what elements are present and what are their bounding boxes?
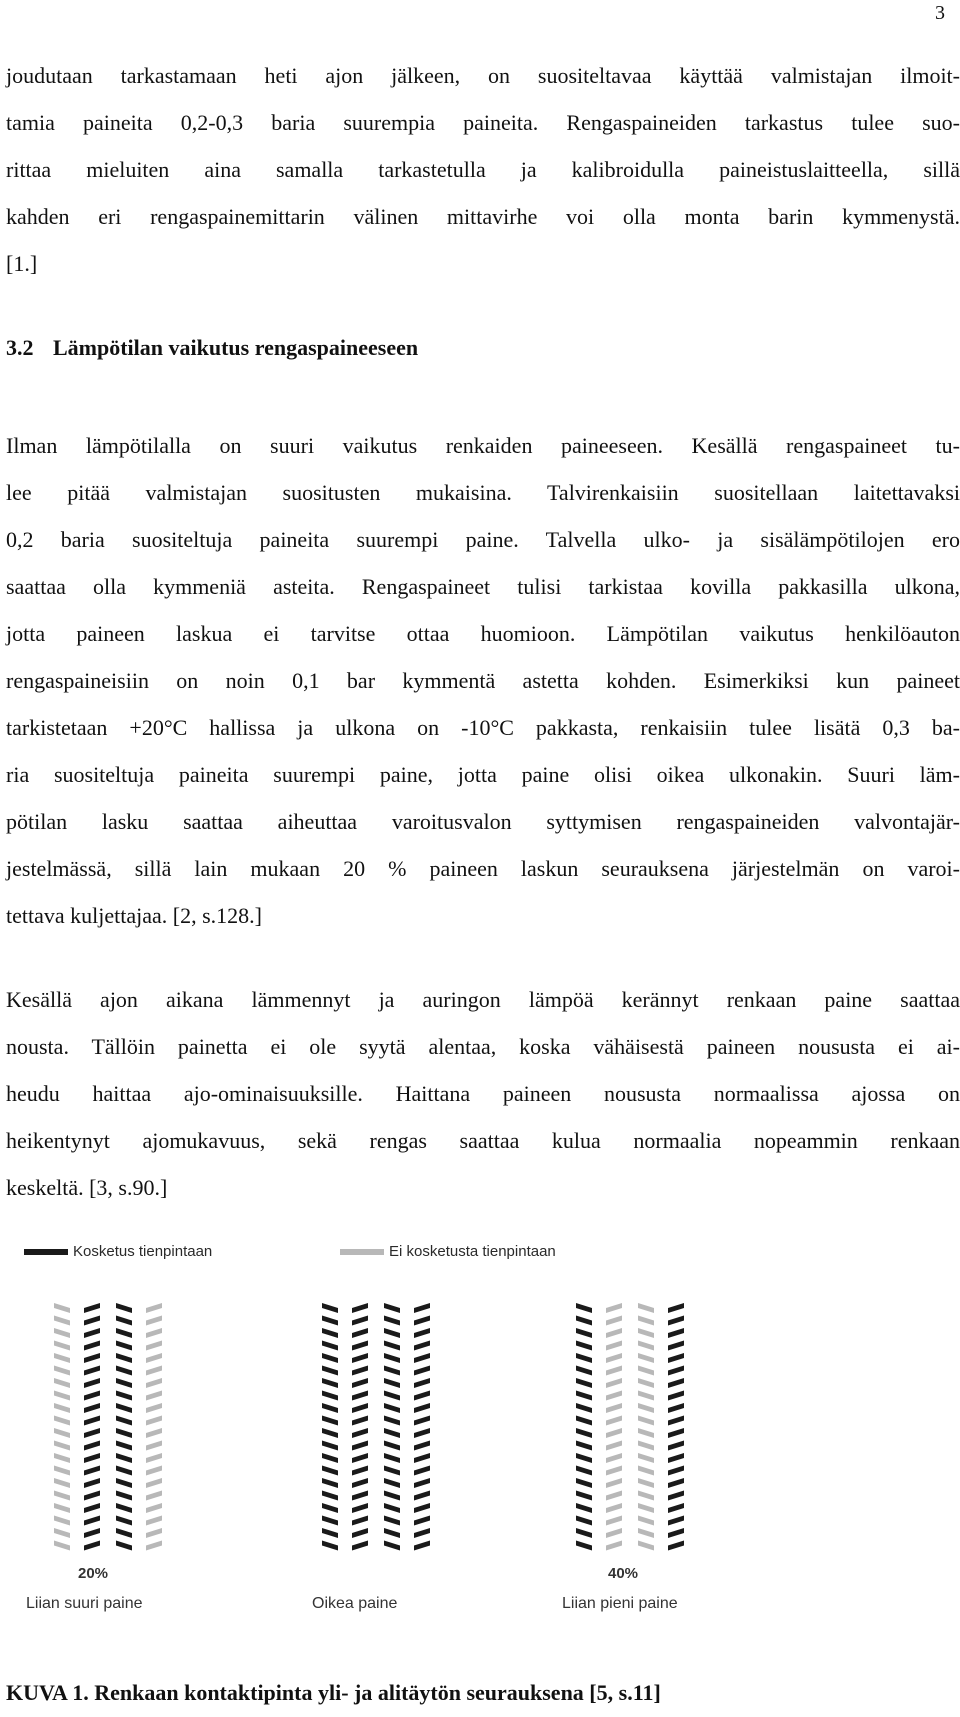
- tread-block: [54, 1528, 70, 1538]
- section-title: Lämpötilan vaikutus rengaspaineeseen: [53, 335, 419, 360]
- tread-block: [116, 1403, 132, 1413]
- tread-block: [352, 1391, 368, 1401]
- tread-block: [414, 1466, 430, 1476]
- tread-block: [84, 1466, 100, 1476]
- tread-block: [322, 1403, 338, 1413]
- tread-block: [84, 1353, 100, 1363]
- tread-block: [668, 1528, 684, 1538]
- tread-block: [352, 1341, 368, 1351]
- tread-block: [384, 1503, 400, 1513]
- tread-block: [414, 1428, 430, 1438]
- tyre-percent-overinflated: 20%: [78, 1565, 109, 1582]
- tread-block: [384, 1528, 400, 1538]
- tread-block: [576, 1528, 592, 1538]
- tread-block: [414, 1516, 430, 1526]
- tread-block: [414, 1391, 430, 1401]
- paragraph-line: heikentynyt ajomukavuus, sekä rengas saattaa kulua normaalia nopeammin renkaan: [6, 1128, 960, 1153]
- tread-block: [84, 1503, 100, 1513]
- tyre-label-correct: Oikea paine: [312, 1595, 398, 1612]
- tread-block: [116, 1453, 132, 1463]
- tyre-contact-figure: [0, 1235, 760, 1665]
- legend-contact: [24, 1243, 212, 1260]
- tread-block: [146, 1491, 162, 1501]
- tread-block: [352, 1528, 368, 1538]
- paragraph-line: Ilman lämpötilalla on suuri vaikutus renkaiden paineeseen. Kesällä rengaspaineet tu-: [6, 433, 960, 458]
- tread-block: [352, 1503, 368, 1513]
- tread-block: [638, 1328, 654, 1338]
- tread-block: [638, 1316, 654, 1326]
- tread-block: [384, 1541, 400, 1551]
- paragraph-line: rengaspaineisiin on noin 0,1 bar kymmentä astetta kohden. Esimerkiksi kun paineet: [6, 668, 960, 693]
- tread-block: [116, 1541, 132, 1551]
- tread-block: [322, 1453, 338, 1463]
- tread-block: [322, 1503, 338, 1513]
- tread-block: [54, 1316, 70, 1326]
- tread-block: [668, 1516, 684, 1526]
- tread-block: [146, 1391, 162, 1401]
- tread-block: [638, 1303, 654, 1313]
- tread-block: [84, 1528, 100, 1538]
- tread-block: [668, 1453, 684, 1463]
- paragraph-line: tamia paineita 0,2-0,3 baria suurempia paineita. Rengaspaineiden tarkastus tulee suo-: [6, 110, 960, 135]
- tread-block: [576, 1378, 592, 1388]
- tread-block: [54, 1378, 70, 1388]
- tread-block: [54, 1366, 70, 1376]
- tread-block: [116, 1491, 132, 1501]
- tread-block: [414, 1441, 430, 1451]
- tread-block: [322, 1466, 338, 1476]
- tyre-tread-overinflated: [44, 1297, 174, 1557]
- tread-block: [116, 1466, 132, 1476]
- tread-block: [576, 1466, 592, 1476]
- tread-block: [384, 1353, 400, 1363]
- paragraph-line: kahden eri rengaspainemittarin välinen mittavirhe voi olla monta barin kymmenystä.: [6, 204, 960, 229]
- tread-block: [322, 1528, 338, 1538]
- tread-block: [576, 1441, 592, 1451]
- paragraph-3: [6, 976, 960, 1211]
- tread-block: [322, 1541, 338, 1551]
- tread-block: [414, 1491, 430, 1501]
- tread-block: [606, 1478, 622, 1488]
- tread-block: [576, 1491, 592, 1501]
- tread-block: [146, 1441, 162, 1451]
- tread-block: [54, 1491, 70, 1501]
- tread-block: [84, 1491, 100, 1501]
- tread-block: [606, 1503, 622, 1513]
- paragraph-line: 0,2 baria suositeltuja paineita suurempi paine. Talvella ulko- ja sisälämpötilojen ero: [6, 527, 960, 552]
- paragraph-line: keskeltä. [3, s.90.]: [6, 1175, 168, 1200]
- tread-block: [606, 1541, 622, 1551]
- section-number: 3.2: [6, 335, 34, 360]
- tread-block: [146, 1316, 162, 1326]
- tread-block: [146, 1328, 162, 1338]
- tread-block: [84, 1303, 100, 1313]
- tread-block: [352, 1328, 368, 1338]
- paragraph-line: heudu haittaa ajo-ominaisuuksille. Haittana paineen noususta normaalissa ajossa on: [6, 1081, 960, 1106]
- tread-block: [146, 1528, 162, 1538]
- tread-block: [576, 1403, 592, 1413]
- legend-no-contact: [340, 1243, 556, 1260]
- tyre-label-overinflated: Liian suuri paine: [26, 1595, 143, 1612]
- tread-block: [638, 1428, 654, 1438]
- tread-block: [322, 1366, 338, 1376]
- tread-block: [352, 1466, 368, 1476]
- tread-block: [84, 1541, 100, 1551]
- section-heading: [6, 335, 418, 361]
- tyre-tread-underinflated: [566, 1297, 696, 1557]
- tread-block: [54, 1303, 70, 1313]
- tread-block: [84, 1378, 100, 1388]
- tread-block: [116, 1428, 132, 1438]
- tread-block: [606, 1328, 622, 1338]
- tread-block: [668, 1541, 684, 1551]
- tread-block: [668, 1441, 684, 1451]
- tread-block: [638, 1503, 654, 1513]
- tread-block: [146, 1403, 162, 1413]
- tread-block: [116, 1341, 132, 1351]
- tread-block: [54, 1478, 70, 1488]
- tread-block: [668, 1328, 684, 1338]
- tread-block: [352, 1491, 368, 1501]
- tread-block: [576, 1541, 592, 1551]
- tread-block: [414, 1316, 430, 1326]
- tyre-label-underinflated: Liian pieni paine: [562, 1595, 678, 1612]
- tread-block: [606, 1316, 622, 1326]
- tread-block: [606, 1391, 622, 1401]
- tread-block: [668, 1491, 684, 1501]
- tyre-percent-underinflated: 40%: [608, 1565, 639, 1582]
- tread-block: [606, 1441, 622, 1451]
- tread-block: [638, 1491, 654, 1501]
- tread-block: [322, 1516, 338, 1526]
- tread-block: [384, 1516, 400, 1526]
- paragraph-line: saattaa olla kymmeniä asteita. Rengaspaineet tulisi tarkistaa kovilla pakkasilla ulkona,: [6, 574, 960, 599]
- tread-block: [414, 1416, 430, 1426]
- tread-block: [384, 1428, 400, 1438]
- tread-block: [668, 1478, 684, 1488]
- paragraph-line: jestelmässä, sillä lain mukaan 20 % paineen laskun seurauksena järjestelmän on varoi-: [6, 856, 960, 881]
- tread-block: [84, 1428, 100, 1438]
- tread-block: [146, 1366, 162, 1376]
- tread-block: [384, 1366, 400, 1376]
- paragraph-line: lee pitää valmistajan suositusten mukaisina. Talvirenkaisiin suositellaan laitettavaksi: [6, 480, 960, 505]
- tread-block: [322, 1353, 338, 1363]
- tread-block: [84, 1391, 100, 1401]
- tread-block: [606, 1366, 622, 1376]
- tread-block: [322, 1316, 338, 1326]
- paragraph-line: jotta paineen laskua ei tarvitse ottaa huomioon. Lämpötilan vaikutus henkilöauton: [6, 621, 960, 646]
- tread-block: [384, 1378, 400, 1388]
- tread-block: [414, 1528, 430, 1538]
- tread-block: [352, 1516, 368, 1526]
- tread-block: [352, 1478, 368, 1488]
- figure-caption: KUVA 1. Renkaan kontaktipinta yli- ja alitäytön seurauksena [5, s.11]: [6, 1680, 661, 1705]
- tread-block: [384, 1416, 400, 1426]
- tread-block: [322, 1428, 338, 1438]
- tread-block: [606, 1516, 622, 1526]
- tread-block: [54, 1503, 70, 1513]
- tread-block: [54, 1353, 70, 1363]
- tread-block: [54, 1403, 70, 1413]
- page-number: 3: [935, 2, 945, 24]
- tread-block: [116, 1378, 132, 1388]
- tread-block: [352, 1303, 368, 1313]
- paragraph-line: tettava kuljettajaa. [2, s.128.]: [6, 903, 262, 928]
- tread-block: [576, 1428, 592, 1438]
- tread-block: [384, 1478, 400, 1488]
- tread-block: [84, 1328, 100, 1338]
- tread-block: [146, 1503, 162, 1513]
- tread-block: [414, 1341, 430, 1351]
- tread-block: [116, 1441, 132, 1451]
- paragraph-line: tarkistetaan +20°C hallissa ja ulkona on -10°C pakkasta, renkaisiin tulee lisätä 0,3 ba-: [6, 715, 960, 740]
- tread-block: [384, 1316, 400, 1326]
- paragraph-line: nousta. Tällöin painetta ei ole syytä alentaa, koska vähäisestä paineen noususta ei ai-: [6, 1034, 960, 1059]
- tread-block: [576, 1503, 592, 1513]
- tread-block: [384, 1403, 400, 1413]
- tread-block: [322, 1303, 338, 1313]
- paragraph-line: [1.]: [6, 251, 38, 276]
- tread-block: [322, 1416, 338, 1426]
- tread-block: [606, 1378, 622, 1388]
- paragraph-2: [6, 422, 960, 939]
- tread-block: [638, 1453, 654, 1463]
- tread-block: [146, 1516, 162, 1526]
- tread-block: [54, 1541, 70, 1551]
- tread-block: [352, 1316, 368, 1326]
- tread-block: [576, 1453, 592, 1463]
- tread-block: [146, 1341, 162, 1351]
- tread-block: [606, 1491, 622, 1501]
- tread-block: [414, 1541, 430, 1551]
- legend-swatch-contact: [24, 1249, 68, 1255]
- tread-block: [384, 1491, 400, 1501]
- tread-block: [84, 1403, 100, 1413]
- tread-block: [606, 1403, 622, 1413]
- tread-block: [54, 1341, 70, 1351]
- tread-block: [54, 1453, 70, 1463]
- tread-block: [352, 1378, 368, 1388]
- tread-block: [668, 1366, 684, 1376]
- tread-block: [414, 1403, 430, 1413]
- tread-block: [414, 1478, 430, 1488]
- tread-block: [322, 1491, 338, 1501]
- tread-block: [576, 1478, 592, 1488]
- tread-block: [116, 1528, 132, 1538]
- tread-block: [54, 1428, 70, 1438]
- tread-block: [322, 1341, 338, 1351]
- tread-block: [576, 1416, 592, 1426]
- tread-block: [146, 1428, 162, 1438]
- tread-block: [146, 1416, 162, 1426]
- tread-block: [668, 1303, 684, 1313]
- tread-block: [576, 1391, 592, 1401]
- tread-block: [576, 1328, 592, 1338]
- tread-block: [668, 1341, 684, 1351]
- tread-block: [606, 1416, 622, 1426]
- legend-label: Kosketus tienpintaan: [73, 1243, 213, 1260]
- tread-block: [146, 1453, 162, 1463]
- tread-block: [116, 1316, 132, 1326]
- tread-block: [576, 1303, 592, 1313]
- tread-block: [414, 1503, 430, 1513]
- tread-block: [606, 1303, 622, 1313]
- tread-block: [116, 1328, 132, 1338]
- tread-block: [414, 1303, 430, 1313]
- tread-block: [414, 1366, 430, 1376]
- tread-block: [668, 1316, 684, 1326]
- tread-block: [576, 1366, 592, 1376]
- tread-block: [668, 1353, 684, 1363]
- tread-block: [352, 1353, 368, 1363]
- tread-block: [146, 1303, 162, 1313]
- tread-block: [606, 1466, 622, 1476]
- tread-block: [146, 1478, 162, 1488]
- tread-block: [638, 1528, 654, 1538]
- tread-block: [668, 1403, 684, 1413]
- paragraph-line: Kesällä ajon aikana lämmennyt ja auringon lämpöä kerännyt renkaan paine saattaa: [6, 987, 960, 1012]
- tread-block: [322, 1391, 338, 1401]
- tread-block: [414, 1328, 430, 1338]
- tread-block: [322, 1441, 338, 1451]
- tread-block: [638, 1478, 654, 1488]
- tread-block: [352, 1366, 368, 1376]
- tread-block: [414, 1453, 430, 1463]
- tread-block: [606, 1528, 622, 1538]
- tread-block: [54, 1441, 70, 1451]
- tread-block: [84, 1416, 100, 1426]
- tread-block: [638, 1441, 654, 1451]
- tread-block: [84, 1341, 100, 1351]
- tread-block: [384, 1328, 400, 1338]
- paragraph-line: pötilan lasku saattaa aiheuttaa varoitusvalon syttymisen rengaspaineiden valvontajär-: [6, 809, 960, 834]
- tread-block: [668, 1391, 684, 1401]
- paragraph-line: rittaa mieluiten aina samalla tarkastetulla ja kalibroidulla paineistuslaitteella, sillä: [6, 157, 960, 182]
- tread-block: [54, 1328, 70, 1338]
- tread-block: [576, 1353, 592, 1363]
- tread-block: [414, 1378, 430, 1388]
- legend-swatch-no-contact: [340, 1249, 384, 1255]
- tread-block: [84, 1441, 100, 1451]
- tread-block: [352, 1416, 368, 1426]
- tread-block: [352, 1428, 368, 1438]
- tread-block: [638, 1378, 654, 1388]
- tread-block: [668, 1466, 684, 1476]
- tread-block: [84, 1366, 100, 1376]
- tread-block: [606, 1353, 622, 1363]
- tread-block: [116, 1503, 132, 1513]
- tread-block: [322, 1478, 338, 1488]
- tread-block: [668, 1416, 684, 1426]
- tread-block: [84, 1478, 100, 1488]
- tread-block: [146, 1353, 162, 1363]
- tread-block: [54, 1466, 70, 1476]
- tread-block: [668, 1378, 684, 1388]
- tread-block: [638, 1541, 654, 1551]
- tread-block: [116, 1353, 132, 1363]
- tread-block: [384, 1391, 400, 1401]
- paragraph-1: [6, 52, 960, 287]
- tread-block: [146, 1541, 162, 1551]
- tread-block: [414, 1353, 430, 1363]
- tread-block: [352, 1403, 368, 1413]
- tread-block: [638, 1403, 654, 1413]
- tread-block: [116, 1478, 132, 1488]
- tread-block: [84, 1516, 100, 1526]
- tread-block: [116, 1391, 132, 1401]
- tread-block: [668, 1503, 684, 1513]
- tread-block: [384, 1453, 400, 1463]
- tread-block: [638, 1516, 654, 1526]
- tread-block: [576, 1316, 592, 1326]
- tread-block: [576, 1516, 592, 1526]
- tread-block: [384, 1441, 400, 1451]
- tread-block: [116, 1303, 132, 1313]
- tread-block: [352, 1453, 368, 1463]
- paragraph-line: ria suositeltuja paineita suurempi paine, jotta paine olisi oikea ulkonakin. Suuri läm-: [6, 762, 960, 787]
- tread-block: [606, 1428, 622, 1438]
- tread-block: [84, 1316, 100, 1326]
- tread-block: [638, 1353, 654, 1363]
- paragraph-line: joudutaan tarkastamaan heti ajon jälkeen, on suositeltavaa käyttää valmistajan ilmoit-: [6, 63, 960, 88]
- tread-block: [322, 1378, 338, 1388]
- tread-block: [606, 1453, 622, 1463]
- tread-block: [384, 1303, 400, 1313]
- tread-block: [116, 1516, 132, 1526]
- tread-block: [54, 1391, 70, 1401]
- tread-block: [116, 1366, 132, 1376]
- tread-block: [54, 1416, 70, 1426]
- tread-block: [638, 1366, 654, 1376]
- tread-block: [638, 1341, 654, 1351]
- tread-block: [352, 1441, 368, 1451]
- tread-block: [606, 1341, 622, 1351]
- tread-block: [638, 1416, 654, 1426]
- tread-block: [116, 1416, 132, 1426]
- tread-block: [146, 1466, 162, 1476]
- legend-label: Ei kosketusta tienpintaan: [389, 1243, 556, 1260]
- tread-block: [384, 1341, 400, 1351]
- tread-block: [54, 1516, 70, 1526]
- tread-block: [576, 1341, 592, 1351]
- tread-block: [146, 1378, 162, 1388]
- tread-block: [384, 1466, 400, 1476]
- tread-block: [84, 1453, 100, 1463]
- tread-block: [322, 1328, 338, 1338]
- tyre-tread-correct: [312, 1297, 442, 1557]
- tread-block: [638, 1391, 654, 1401]
- tread-block: [352, 1541, 368, 1551]
- tread-block: [668, 1428, 684, 1438]
- tread-block: [638, 1466, 654, 1476]
